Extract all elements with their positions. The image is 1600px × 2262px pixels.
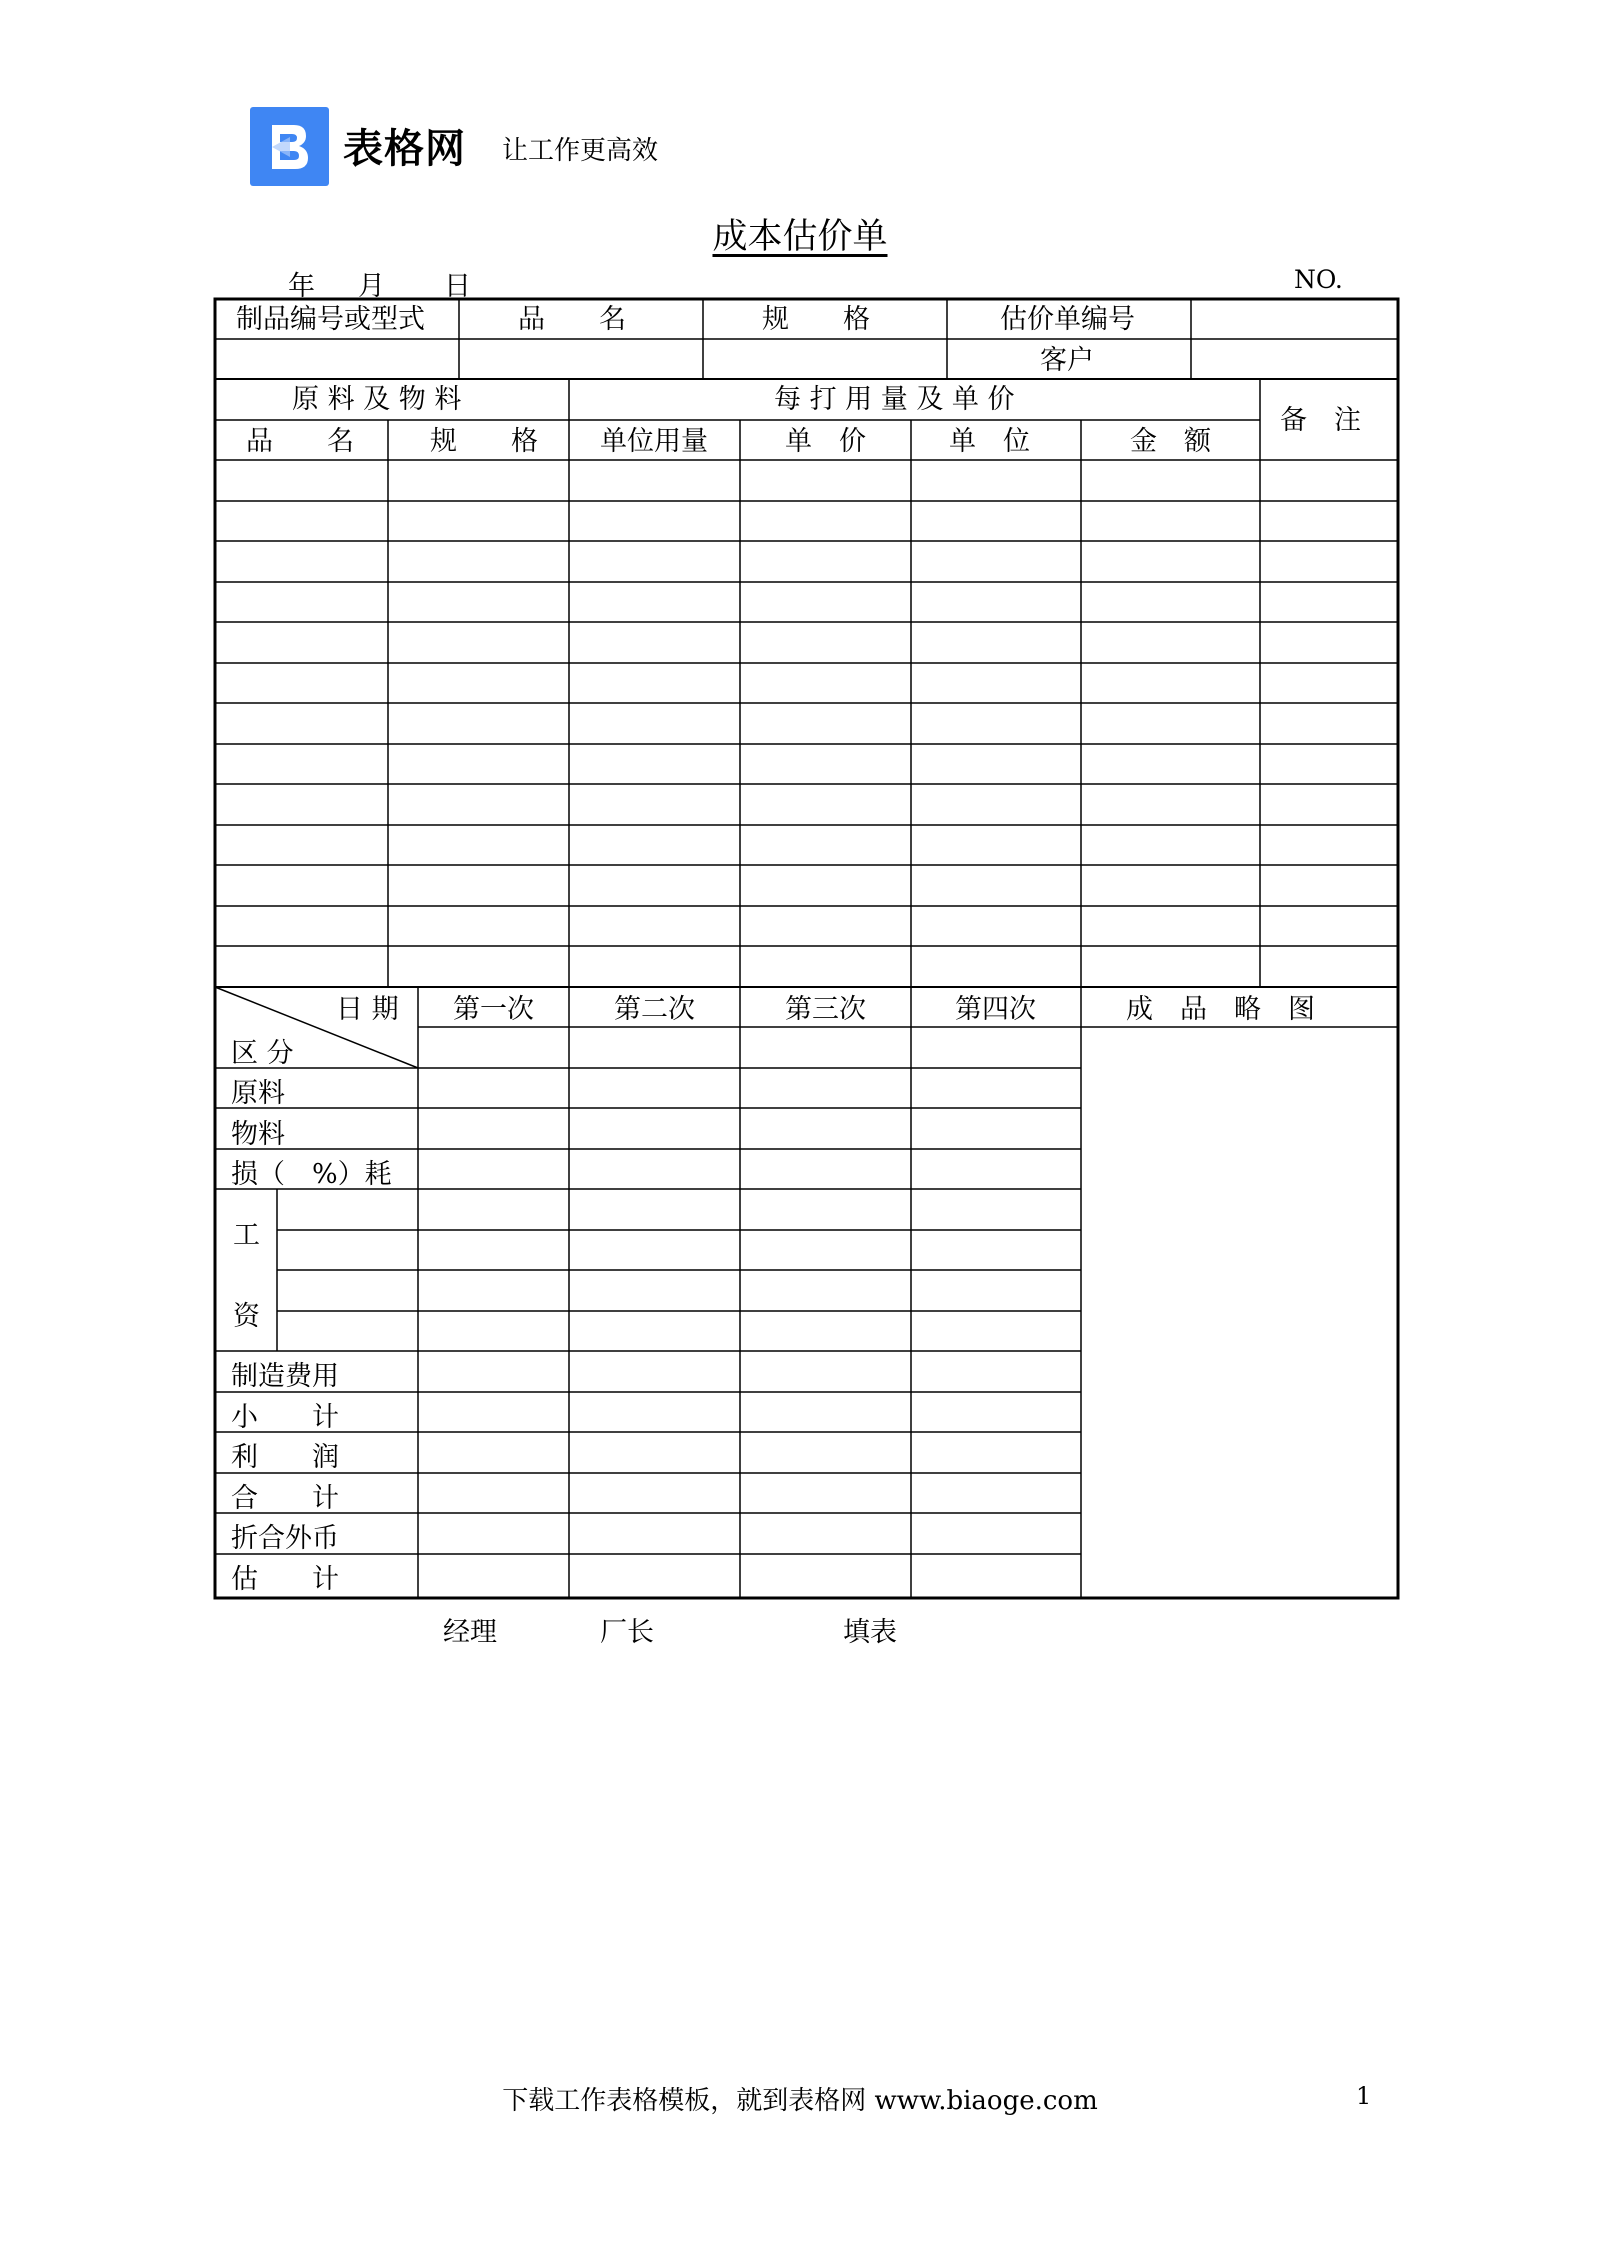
col-amount: 金 额 (1130, 426, 1211, 457)
product-code-header: 制品编号或型式 (236, 304, 425, 335)
diagonal-category-label: 区 分 (231, 1038, 294, 1069)
date-month-label: 月 (358, 271, 385, 302)
row-profit: 利 润 (231, 1442, 339, 1473)
page-number: 1 (1356, 2082, 1372, 2110)
row-subtotal: 小 计 (231, 1402, 339, 1433)
row-manufacturing-cost: 制造费用 (231, 1361, 339, 1392)
usage-price-group-header: 每 打 用 量 及 单 价 (774, 384, 1015, 415)
col-material-spec: 规 格 (430, 426, 538, 457)
col-first-time: 第一次 (453, 994, 534, 1025)
brand-slogan: 让工作更高效 (502, 136, 659, 166)
signature-manager: 经理 (443, 1617, 497, 1648)
brand-name: 表格网 (343, 126, 466, 172)
col-second-time: 第二次 (614, 994, 695, 1025)
row-wage-top: 工 (233, 1220, 260, 1251)
product-name-header: 品 名 (518, 304, 626, 335)
col-material-name: 品 名 (246, 426, 354, 457)
page-title: 成本估价单 (712, 217, 888, 257)
col-unit-usage: 单位用量 (600, 426, 708, 457)
product-sketch-header: 成 品 略 图 (1126, 994, 1315, 1025)
col-unit: 单 位 (949, 426, 1030, 457)
document-number-label: NO. (1294, 265, 1343, 294)
signature-filler: 填表 (843, 1617, 897, 1648)
remarks-header: 备 注 (1280, 405, 1361, 436)
row-material: 物料 (231, 1119, 285, 1150)
raw-materials-group-header: 原 料 及 物 料 (292, 384, 462, 415)
specification-header: 规 格 (762, 304, 870, 335)
col-fourth-time: 第四次 (955, 994, 1036, 1025)
row-estimate: 估 计 (231, 1564, 339, 1595)
row-raw-material: 原料 (231, 1078, 285, 1109)
row-total: 合 计 (231, 1483, 339, 1514)
col-unit-price: 单 价 (785, 426, 866, 457)
diagonal-date-label: 日 期 (336, 994, 399, 1025)
col-third-time: 第三次 (785, 994, 866, 1025)
signature-factory-head: 厂长 (600, 1617, 654, 1648)
row-foreign-currency: 折合外币 (231, 1523, 339, 1554)
row-loss: 损（ %）耗 (231, 1159, 392, 1190)
estimate-number-header: 估价单编号 (1000, 304, 1135, 335)
row-wage-bottom: 资 (233, 1301, 260, 1332)
footer-text: 下载工作表格模板，就到表格网 www.biaoge.com (502, 2086, 1098, 2116)
date-year-label: 年 (288, 271, 315, 302)
customer-label: 客户 (1040, 345, 1094, 376)
date-day-label: 日 (444, 271, 471, 302)
